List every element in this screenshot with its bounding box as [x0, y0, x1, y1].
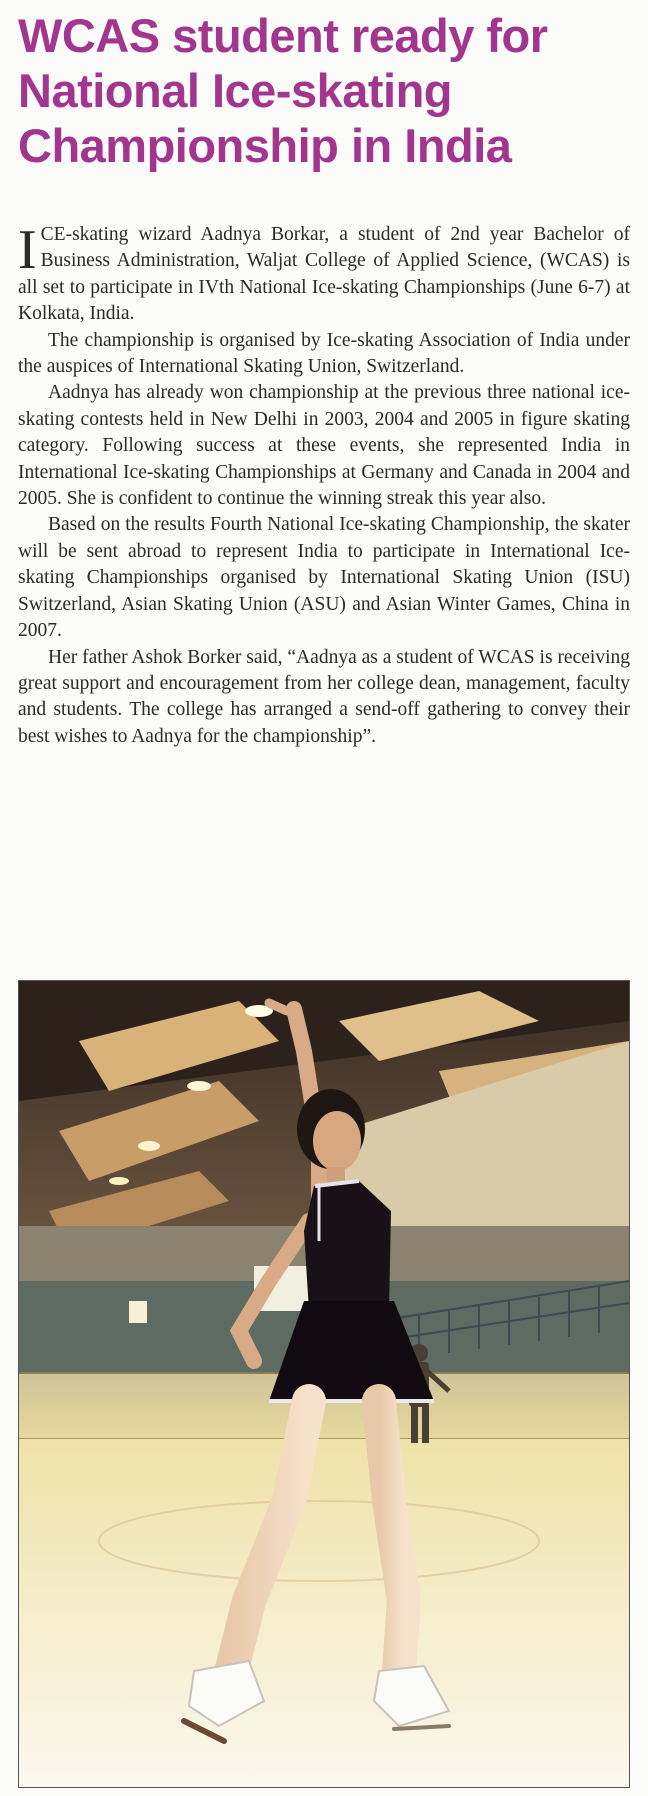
headline-line-2: National Ice-skating: [18, 64, 452, 117]
paragraph-2: The championship is organised by Ice-skating Association of India under the auspices of International Skating Union, Switzerland.: [18, 329, 630, 378]
article-body: [18, 219, 630, 750]
paragraph-1-text: CE-skating wizard Aadnya Borkar, a student of 2nd year Bachelor of Business Administration, Waljat College of Applied Science, (WCAS) is all set to participate in IVth National Ice-skating Championships (June 6-7) at Kolkata, India.: [18, 224, 630, 325]
skater-photo: [18, 980, 630, 1788]
paragraph-4: Based on the results Fourth National Ice-skating Championship, the skater will be sent abroad to represent India to participate in International Ice-skating Championships organised by International Skating Union (ISU) Switzerland, Asian Skating Union (ASU) and Asian Winter Games, China in 2007.: [18, 514, 630, 642]
headline-line-3: Championship in India: [18, 119, 512, 172]
drop-cap: I: [18, 219, 37, 281]
headline: [18, 8, 638, 173]
paragraph-3: Aadnya has already won championship at the previous three national ice-skating contests held in New Delhi in 2003, 2004 and 2005 in figure skating category. Following success at these events, she represented India in International Ice-skating Championships at Germany and Canada in 2004 and 2005. She is confident to continue the winning streak this year also.: [18, 382, 630, 510]
headline-line-1: WCAS student ready for: [18, 9, 548, 62]
paragraph-5: Her father Ashok Borker said, “Aadnya as a student of WCAS is receiving great support and encouragement from her college dean, management, faculty and students. The college has arranged a send-off gathering to convey their best wishes to Aadnya for the championship”.: [18, 646, 630, 747]
ice-rink-photo-illustration: [19, 981, 629, 1787]
paragraph-1: [18, 219, 630, 328]
